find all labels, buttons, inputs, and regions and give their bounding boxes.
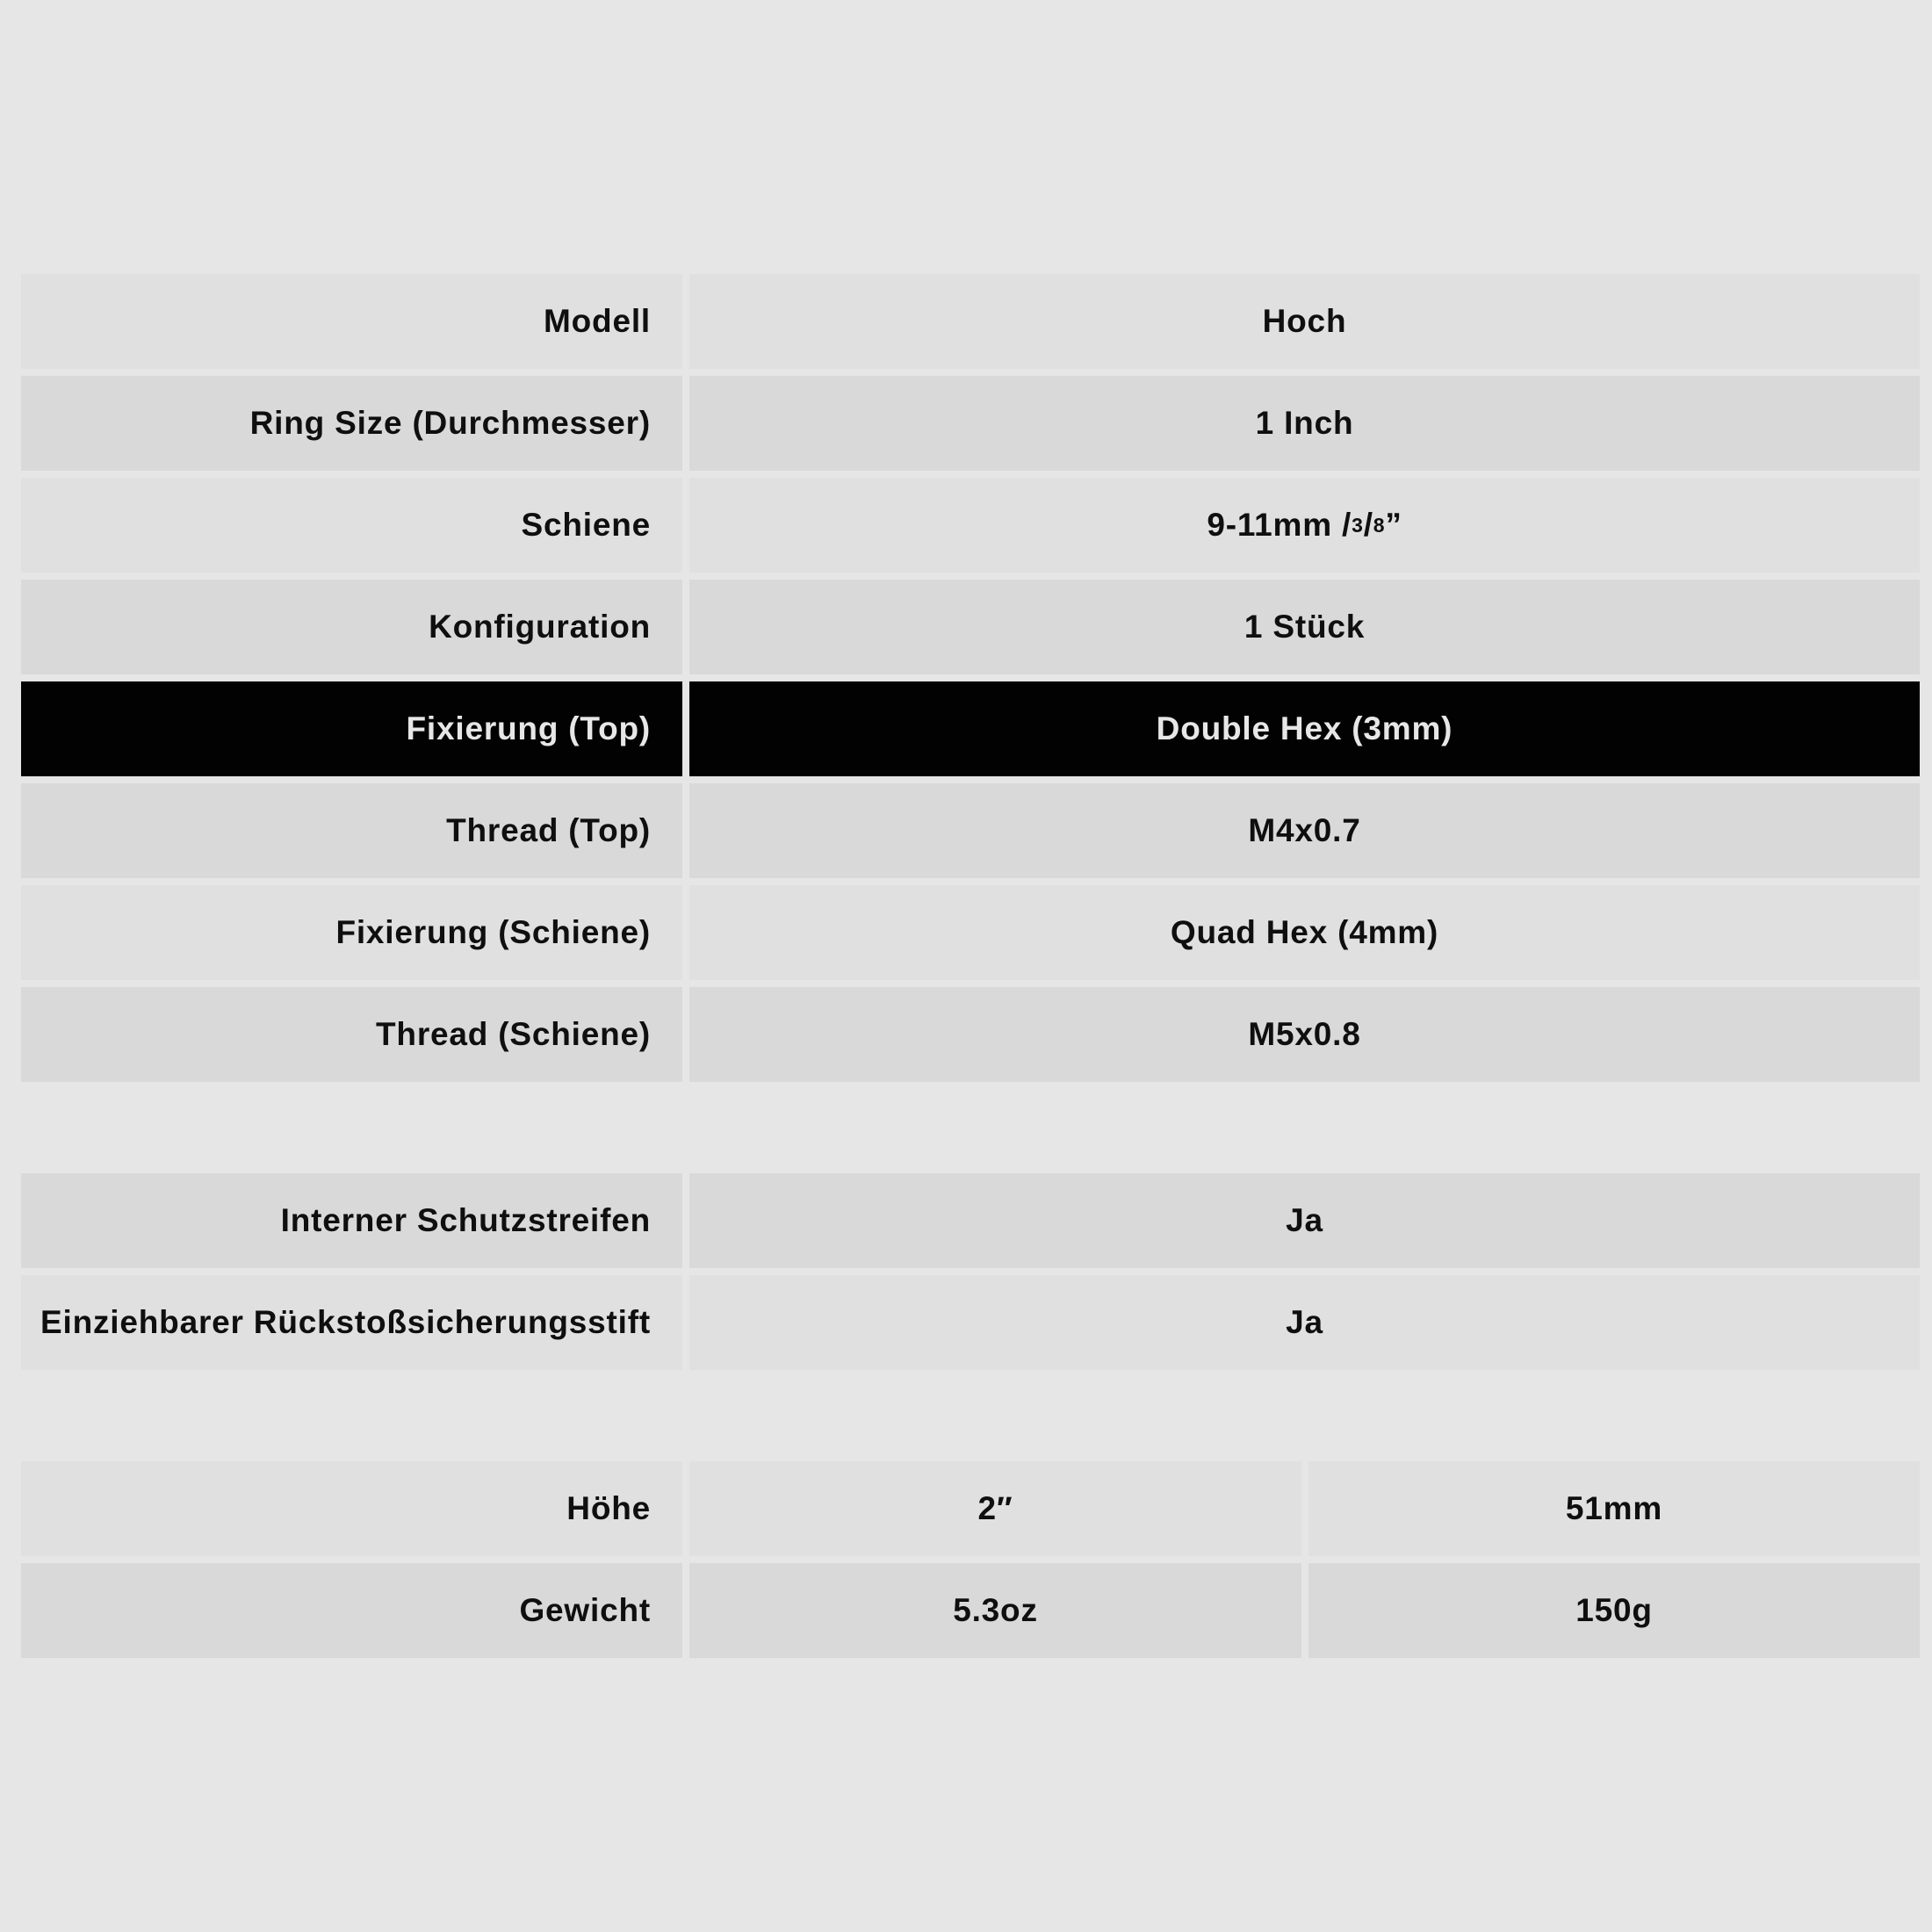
table-row-fixierung-top-highlighted (21, 681, 1920, 776)
spec-label: Ring Size (Durchmesser) (21, 376, 682, 471)
fraction-slash: / (1363, 507, 1373, 543)
spec-label: Thread (Schiene) (21, 987, 682, 1082)
table-row-rueckstosssicherungsstift (21, 1275, 1920, 1370)
table-row-thread-schiene (21, 987, 1920, 1082)
spec-value: M4x0.7 (689, 783, 1920, 878)
table-row-modell (21, 274, 1920, 369)
spec-value: Ja (689, 1173, 1920, 1268)
spec-value: 1 Inch (689, 376, 1920, 471)
spec-label: Höhe (21, 1461, 682, 1556)
spec-value: Ja (689, 1275, 1920, 1370)
inch-mark: ” (1385, 507, 1402, 543)
table-row-fixierung-schiene (21, 885, 1920, 980)
spec-value-metric: 51mm (1308, 1461, 1920, 1556)
spec-value-imperial: 5.3oz (689, 1563, 1301, 1658)
spec-value: 1 Stück (689, 580, 1920, 674)
spec-table-features (21, 1173, 1920, 1377)
spec-label: Thread (Top) (21, 783, 682, 878)
table-row-thread-top (21, 783, 1920, 878)
table-row-gewicht (21, 1563, 1920, 1658)
spec-value: Double Hex (3mm) (689, 681, 1920, 776)
spec-value: Quad Hex (4mm) (689, 885, 1920, 980)
spec-label: Fixierung (Top) (21, 681, 682, 776)
table-row-schiene (21, 478, 1920, 573)
table-row-hoehe (21, 1461, 1920, 1556)
spec-value: Hoch (689, 274, 1920, 369)
spec-label: Konfiguration (21, 580, 682, 674)
spec-value: 9-11mm / 3 / 8 ” (689, 478, 1920, 573)
spec-table-dimensions (21, 1461, 1920, 1665)
spec-label: Einziehbarer Rückstoßsicherungsstift (21, 1275, 682, 1370)
value-text: 9-11mm / (1207, 507, 1352, 543)
table-row-konfiguration (21, 580, 1920, 674)
spec-value-imperial: 2″ (689, 1461, 1301, 1556)
spec-label: Fixierung (Schiene) (21, 885, 682, 980)
spec-table-main (21, 274, 1920, 1089)
spec-label: Modell (21, 274, 682, 369)
spec-label: Schiene (21, 478, 682, 573)
spec-label: Gewicht (21, 1563, 682, 1658)
spec-value: M5x0.8 (689, 987, 1920, 1082)
spec-value-metric: 150g (1308, 1563, 1920, 1658)
table-row-schutzstreifen (21, 1173, 1920, 1268)
table-row-ring-size (21, 376, 1920, 471)
spec-label: Interner Schutzstreifen (21, 1173, 682, 1268)
